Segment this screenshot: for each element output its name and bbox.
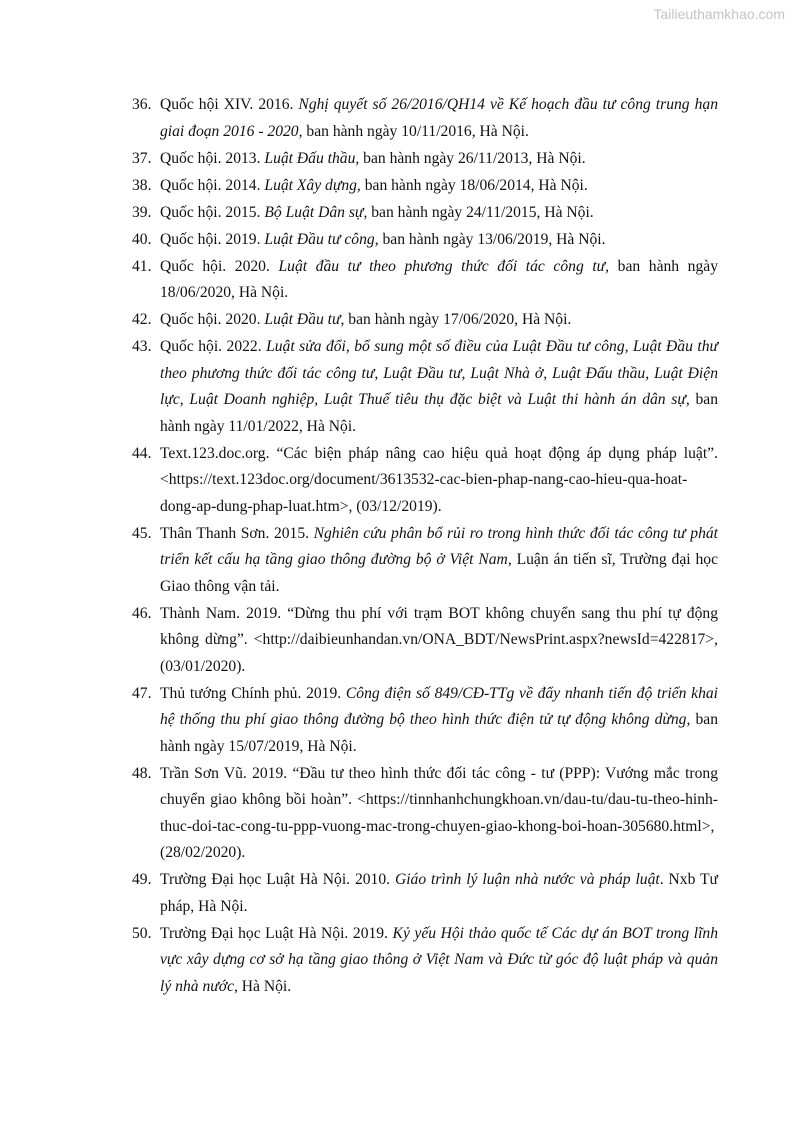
reference-item	[132, 761, 718, 867]
reference-item	[132, 254, 718, 307]
reference-item	[132, 521, 718, 601]
reference-segment: , ban hành ngày 13/06/2019, Hà Nội.	[374, 230, 606, 248]
reference-number: 46.	[132, 604, 152, 622]
reference-title: Giáo trình lý luận nhà nước và pháp luật	[394, 871, 660, 888]
reference-text	[160, 681, 718, 761]
reference-item	[132, 867, 718, 920]
reference-segment: Quốc hội. 2019.	[160, 230, 265, 248]
reference-text	[160, 92, 718, 145]
reference-item	[132, 173, 718, 200]
reference-text	[160, 921, 718, 1001]
reference-number: 48.	[132, 764, 152, 782]
reference-number: 36.	[132, 96, 152, 113]
reference-text	[160, 200, 718, 227]
reference-number: 50.	[132, 924, 152, 942]
reference-segment: ban hành ngày 18/06/2020, Hà Nội.	[160, 257, 718, 301]
reference-item	[132, 334, 718, 440]
reference-segment: Thành Nam. 2019. “Dừng thu phí với trạm BOT không chuyển sang thu phí tự động không dừng”. <http://daibieunhandan.vn/ONA_BDT/NewsPrint.aspx?newsId=422817>, (03/01/2020).	[160, 604, 718, 675]
reference-item	[132, 200, 718, 227]
reference-segment: , Hà Nội.	[234, 977, 292, 995]
reference-text	[160, 173, 718, 200]
reference-item	[132, 227, 718, 254]
reference-title: Kỷ yếu Hội thảo quốc tế Các dự án BOT trong lĩnh vực xây dựng cơ sở hạ tầng giao thông ở Việt Nam và Đức từ góc độ luật pháp và quản lý nhà nước	[160, 924, 719, 995]
reference-number: 42.	[132, 311, 152, 328]
reference-segment: . Nxb Tư pháp, Hà Nội.	[160, 871, 719, 915]
reference-segment: Quốc hội. 2020.	[160, 311, 265, 328]
reference-number: 49.	[132, 871, 152, 888]
reference-segment: Trường Đại học Luật Hà Nội. 2010.	[160, 871, 395, 888]
reference-segment: Quốc hội. 2014.	[160, 176, 265, 194]
reference-item	[132, 921, 718, 1001]
reference-text	[160, 334, 718, 440]
reference-item	[132, 441, 718, 521]
reference-number: 44.	[132, 444, 152, 462]
reference-segment: , ban hành ngày 24/11/2015, Hà Nội.	[363, 203, 594, 221]
reference-title: Luật Đầu tư	[264, 311, 341, 328]
reference-title: Luật Đấu thầu,	[264, 149, 360, 167]
reference-title: Nghiên cứu phân bổ rủi ro trong hình thức đối tác công tư phát triển kết cấu hạ tầng giao thông đường bộ ở Việt Nam,	[160, 524, 718, 568]
reference-number: 38.	[132, 176, 152, 194]
reference-segment: , ban hành ngày 17/06/2020, Hà Nội.	[340, 311, 572, 328]
reference-segment: Quốc hội. 2013.	[160, 149, 265, 167]
reference-segment: Thủ tướng Chính phủ. 2019.	[160, 684, 346, 702]
reference-segment: Luận án tiến sĩ, Trường đại học Giao thông vận tải.	[160, 551, 718, 595]
reference-title: Nghị quyết số 26/2016/QH14 về Kế hoạch đầu tư công trung hạn giai đoạn 2016 - 2020,	[160, 96, 718, 140]
reference-number: 37.	[132, 149, 152, 167]
reference-number: 41.	[132, 257, 152, 275]
reference-segment: , ban hành ngày 11/01/2022, Hà Nội.	[160, 391, 719, 435]
reference-title: Luật đầu tư theo phương thức đối tác công tư,	[278, 257, 610, 275]
reference-title: Luật sửa đổi, bổ sung một số điều của Luật Đầu tư công, Luật Đầu thư theo phương thức đối tác công tư, Luật Đầu tư, Luật Nhà ở, Luật Đấu thầu, Luật Điện lực, Luật Doanh nghiệp, Luật Thuế tiêu thụ đặc biệt và Luật thi hành án dân sự	[160, 338, 718, 408]
reference-title: Bộ Luật Dân sự	[264, 203, 364, 221]
reference-item	[132, 146, 718, 173]
reference-item	[132, 601, 718, 681]
watermark-text: Tailieuthamkhao.com	[653, 6, 785, 22]
reference-title: Luật Đầu tư công	[264, 230, 375, 248]
reference-segment: ban hành ngày 15/07/2019, Hà Nội.	[160, 711, 718, 755]
reference-number: 39.	[132, 203, 152, 221]
reference-text	[160, 521, 718, 601]
reference-text	[160, 601, 718, 681]
reference-text	[160, 441, 718, 521]
reference-segment: ban hành ngày 10/11/2016, Hà Nội.	[302, 122, 529, 140]
reference-list	[132, 92, 718, 1001]
reference-number: 47.	[132, 684, 152, 702]
reference-segment: ban hành ngày 26/11/2013, Hà Nội.	[359, 149, 586, 167]
reference-segment: Trường Đại học Luật Hà Nội. 2019.	[160, 924, 393, 942]
reference-item	[132, 92, 718, 145]
reference-segment: Quốc hội XIV. 2016.	[160, 96, 299, 113]
reference-text	[160, 307, 718, 334]
reference-title: Công điện số 849/CĐ-TTg về đẩy nhanh tiến độ triển khai hệ thống thu phí giao thông đường bộ theo hình thức điện tử tự động không dừng,	[160, 684, 719, 728]
reference-text	[160, 761, 718, 867]
reference-segment: Quốc hội. 2015.	[160, 203, 265, 221]
reference-text	[160, 867, 718, 920]
reference-text	[160, 254, 718, 307]
reference-segment: Quốc hội. 2020.	[160, 257, 279, 275]
reference-number: 45.	[132, 524, 152, 542]
reference-title: Luật Xây dựng,	[264, 176, 361, 194]
reference-text	[160, 146, 718, 173]
reference-segment: Thân Thanh Sơn. 2015.	[160, 524, 314, 542]
reference-segment: ban hành ngày 18/06/2014, Hà Nội.	[360, 176, 588, 194]
reference-segment: Quốc hội. 2022.	[160, 338, 267, 355]
reference-number: 43.	[132, 338, 152, 355]
reference-segment: Text.123.doc.org. “Các biện pháp nâng cao hiệu quả hoạt động áp dụng pháp luật”. <https://text.123doc.org/document/3613532-cac-bien-phap-nang-cao-hieu-qua-hoat-dong-ap-dung-phap-luat.htm>, (03/12/2019).	[160, 444, 718, 515]
reference-item	[132, 307, 718, 334]
reference-text	[160, 227, 718, 254]
reference-number: 40.	[132, 230, 152, 248]
reference-item	[132, 681, 718, 761]
reference-segment: Trần Sơn Vũ. 2019. “Đầu tư theo hình thức đối tác công - tư (PPP): Vướng mắc trong chuyển giao không bồi hoàn”. <https://tinnhanhchungkhoan.vn/dau-tu/dau-tu-theo-hinh-thuc-doi-tac-cong-tu-ppp-vuong-mac-trong-chuyen-giao-khong-boi-hoan-305680.html>, (28/02/2020).	[160, 764, 718, 861]
